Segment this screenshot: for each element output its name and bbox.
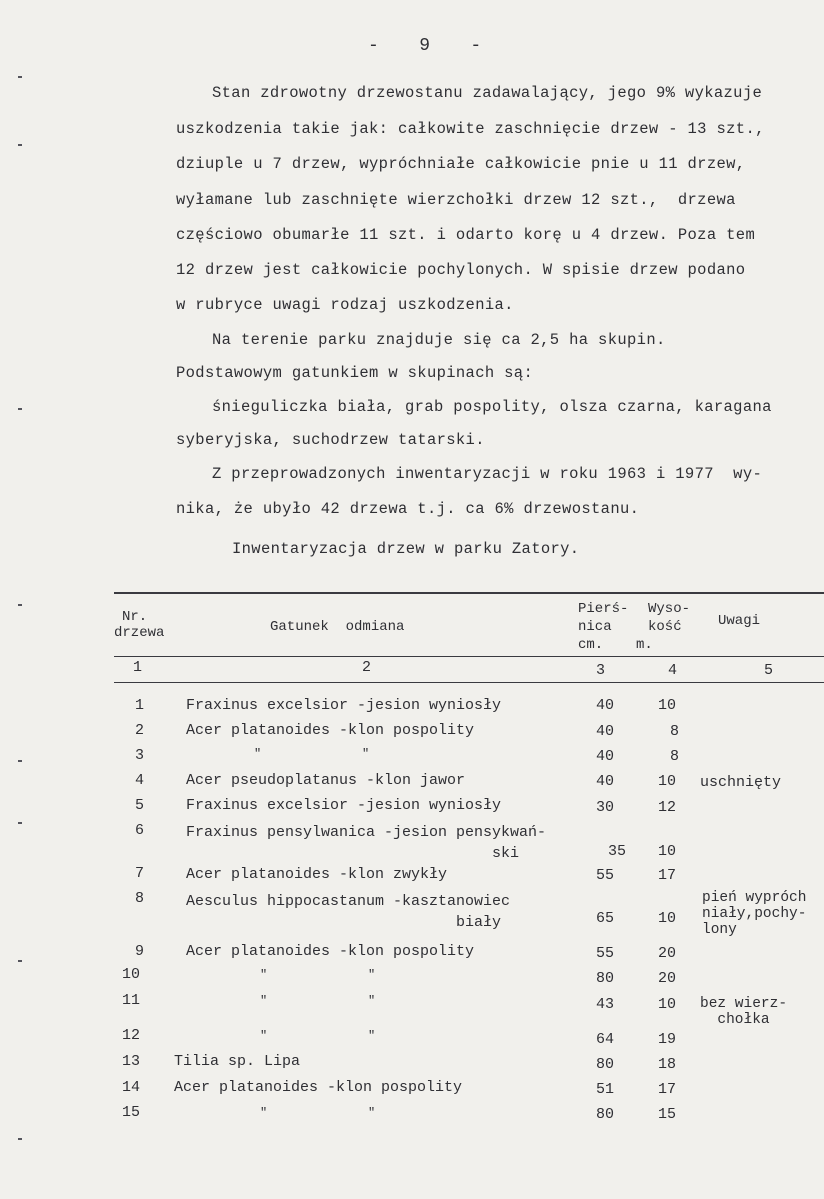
- cell-gatunek: Acer platanoides -klon zwykły: [186, 866, 448, 883]
- cell-piersnica: 55: [596, 945, 615, 962]
- margin-mark: [18, 408, 22, 410]
- cell-gatunek: Acer platanoides -klon pospolity: [186, 722, 475, 739]
- cell-piersnica: 30: [596, 799, 615, 816]
- paragraph-1-line: 12 drzew jest całkowicie pochylonych. W spisie drzew podano: [176, 261, 746, 279]
- paragraph-2-line: Na terenie parku znajduje się ca 2,5 ha skupin.: [212, 331, 666, 349]
- cell-piersnica: 40: [596, 773, 615, 790]
- header-gatunek: Gatunek odmiana: [270, 619, 405, 635]
- cell-wysokosc: 20: [658, 945, 677, 962]
- paragraph-1-line: uszkodzenia takie jak: całkowite zaschnięcie drzew - 13 szt.,: [176, 120, 765, 138]
- header-wysokosc: m.: [636, 637, 653, 653]
- cell-piersnica: 65: [596, 910, 615, 927]
- cell-piersnica: 40: [596, 697, 615, 714]
- cell-wysokosc: 8: [670, 748, 680, 765]
- header-piersnica: nica: [578, 619, 612, 635]
- cell-nr: 11: [122, 992, 141, 1009]
- table-header-rule: [114, 656, 824, 657]
- cell-piersnica: 40: [596, 723, 615, 740]
- header-wysokosc: Wyso-: [648, 601, 691, 617]
- margin-mark: [18, 822, 22, 824]
- paragraph-2-line: Podstawowym gatunkiem w skupinach są:: [176, 364, 534, 382]
- cell-piersnica: 51: [596, 1081, 615, 1098]
- header-uwagi: Uwagi: [718, 613, 761, 629]
- cell-wysokosc: 19: [658, 1031, 677, 1048]
- cell-nr: 2: [135, 722, 145, 739]
- header-wysokosc: kość: [648, 619, 682, 635]
- margin-mark: [18, 76, 22, 78]
- cell-wysokosc: 18: [658, 1056, 677, 1073]
- cell-nr: 14: [122, 1079, 141, 1096]
- margin-mark: [18, 604, 22, 606]
- header-nr: drzewa: [114, 625, 165, 641]
- cell-nr: 10: [122, 966, 141, 983]
- cell-gatunek: Acer pseudoplatanus -klon jawor: [186, 772, 466, 789]
- table-caption: Inwentaryzacja drzew w parku Zatory.: [232, 540, 580, 558]
- cell-piersnica: 35: [608, 843, 627, 860]
- paragraph-2-line: śnieguliczka biała, grab pospolity, olsza czarna, karagana: [212, 398, 772, 416]
- cell-gatunek: " ": [260, 1029, 376, 1043]
- cell-gatunek: Acer platanoides -klon pospolity: [186, 943, 475, 960]
- paragraph-1-line: częściowo obumarłe 11 szt. i odarto korę u 4 drzew. Poza tem: [176, 226, 756, 244]
- cell-wysokosc: 10: [658, 843, 677, 860]
- margin-mark: [18, 1138, 22, 1140]
- cell-gatunek: " ": [260, 1106, 376, 1120]
- cell-gatunek: Acer platanoides -klon pospolity: [174, 1079, 463, 1096]
- margin-mark: [18, 144, 22, 146]
- cell-gatunek: " ": [254, 747, 370, 761]
- cell-uwagi: pień wypróch niały,pochy- lony: [702, 890, 807, 938]
- header-piersnica: cm.: [578, 637, 604, 653]
- cell-gatunek: " ": [260, 968, 376, 982]
- cell-piersnica: 55: [596, 867, 615, 884]
- paragraph-1-line: w rubryce uwagi rodzaj uszkodzenia.: [176, 296, 514, 314]
- table-top-rule: [114, 592, 824, 594]
- paragraph-3-line: nika, że ubyło 42 drzewa t.j. ca 6% drzewostanu.: [176, 500, 640, 518]
- cell-nr: 6: [135, 822, 145, 839]
- cell-nr: 4: [135, 772, 145, 789]
- cell-wysokosc: 10: [658, 996, 677, 1013]
- cell-nr: 13: [122, 1053, 141, 1070]
- paragraph-3-line: Z przeprowadzonych inwentaryzacji w roku 1963 i 1977 wy-: [212, 465, 763, 483]
- cell-wysokosc: 10: [658, 697, 677, 714]
- paragraph-1-line: dziuple u 7 drzew, wypróchniałe całkowicie pnie u 11 drzew,: [176, 155, 746, 173]
- cell-uwagi: bez wierz- chołka: [700, 996, 788, 1028]
- column-number: 2: [362, 659, 372, 676]
- cell-piersnica: 80: [596, 1056, 615, 1073]
- cell-piersnica: 64: [596, 1031, 615, 1048]
- page-number: - 9 -: [368, 36, 484, 56]
- paragraph-2-line: syberyjska, suchodrzew tatarski.: [176, 431, 485, 449]
- cell-gatunek: " ": [260, 994, 376, 1008]
- cell-wysokosc: 10: [658, 910, 677, 927]
- cell-wysokosc: 17: [658, 1081, 677, 1098]
- cell-gatunek: Fraxinus excelsior -jesion wyniosły: [186, 797, 502, 814]
- cell-piersnica: 80: [596, 1106, 615, 1123]
- cell-nr: 12: [122, 1027, 141, 1044]
- cell-wysokosc: 15: [658, 1106, 677, 1123]
- cell-nr: 8: [135, 890, 145, 907]
- column-number: 1: [133, 659, 143, 676]
- column-number: 4: [668, 662, 678, 679]
- cell-gatunek: Fraxinus pensylwanica -jesion pensykwań- ski: [186, 824, 547, 862]
- cell-wysokosc: 12: [658, 799, 677, 816]
- margin-mark: [18, 960, 22, 962]
- cell-nr: 15: [122, 1104, 141, 1121]
- cell-nr: 1: [135, 697, 145, 714]
- cell-nr: 7: [135, 865, 145, 882]
- cell-wysokosc: 8: [670, 723, 680, 740]
- cell-nr: 5: [135, 797, 145, 814]
- cell-nr: 3: [135, 747, 145, 764]
- column-number: 5: [764, 662, 774, 679]
- cell-wysokosc: 10: [658, 773, 677, 790]
- cell-wysokosc: 17: [658, 867, 677, 884]
- table-numbers-rule: [114, 682, 824, 683]
- paragraph-1-line: wyłamane lub zaschnięte wierzchołki drzew 12 szt., drzewa: [176, 191, 736, 209]
- cell-uwagi: uschnięty: [700, 774, 782, 791]
- paragraph-1-line: Stan zdrowotny drzewostanu zadawalający, jego 9% wykazuje: [212, 84, 763, 102]
- cell-piersnica: 43: [596, 996, 615, 1013]
- cell-piersnica: 80: [596, 970, 615, 987]
- cell-nr: 9: [135, 943, 145, 960]
- header-nr: Nr.: [122, 609, 148, 625]
- cell-gatunek: Fraxinus excelsior -jesion wyniosły: [186, 697, 502, 714]
- column-number: 3: [596, 662, 606, 679]
- header-piersnica: Pierś-: [578, 601, 629, 617]
- cell-gatunek: Aesculus hippocastanum -kasztanowiec biały: [186, 893, 511, 931]
- cell-wysokosc: 20: [658, 970, 677, 987]
- cell-gatunek: Tilia sp. Lipa: [174, 1053, 301, 1070]
- margin-mark: [18, 760, 22, 762]
- cell-piersnica: 40: [596, 748, 615, 765]
